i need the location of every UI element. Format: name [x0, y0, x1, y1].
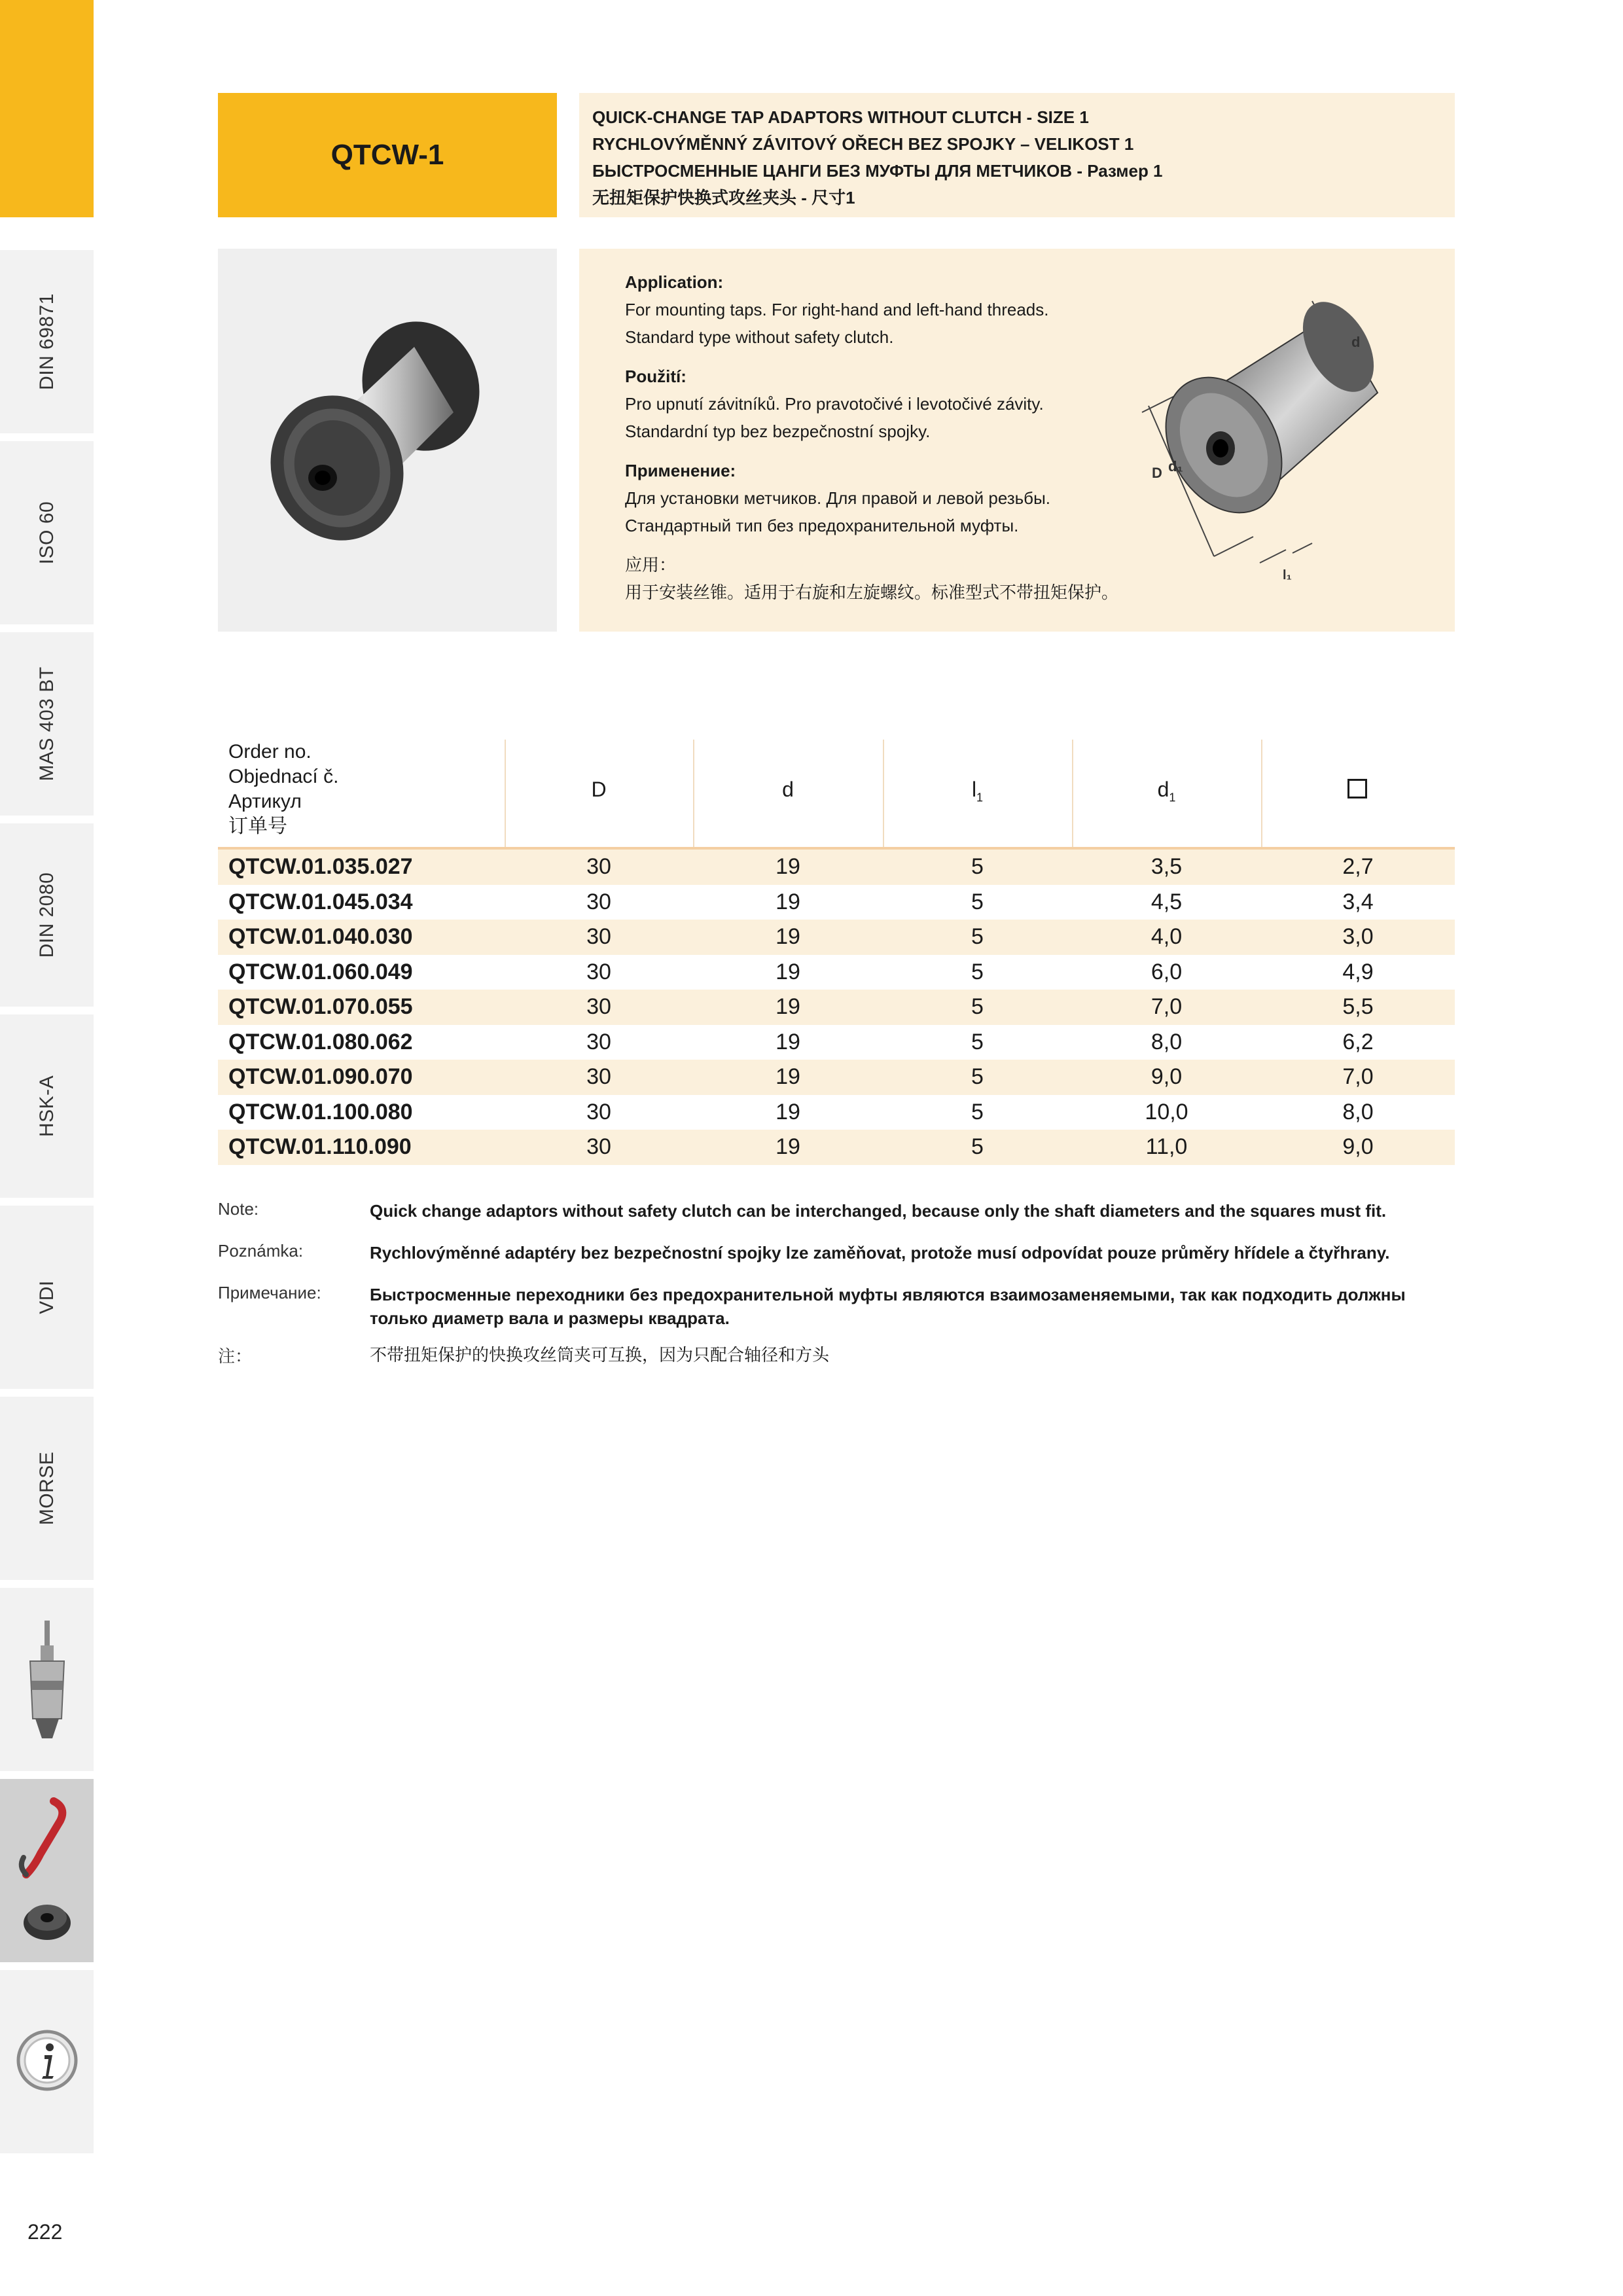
sidebar-tab-din-69871[interactable]	[0, 246, 94, 433]
cell-sq: 6,2	[1342, 1029, 1374, 1054]
wrench-icon	[14, 1795, 80, 1880]
note-label: 注：	[218, 1346, 253, 1366]
dim-label-D: D	[1152, 465, 1162, 481]
table-row	[218, 885, 1455, 920]
dim-label-d1: d₁	[1168, 458, 1183, 475]
cell-l1: 5	[971, 1029, 984, 1054]
cell-d1: 3,5	[1150, 854, 1183, 879]
product-table	[218, 740, 1455, 1165]
cell-d1: 11,0	[1145, 1134, 1188, 1159]
cell-l1: 5	[971, 1134, 984, 1159]
cell-sq: 2,7	[1342, 854, 1374, 879]
page-number: 222	[27, 2220, 63, 2244]
header-line: Артикул	[228, 791, 302, 812]
dim-label-d: d	[1351, 334, 1361, 350]
dim-label-l1: l₁	[1283, 568, 1292, 583]
order-number-cell: QTCW.01.110.090	[228, 1134, 412, 1159]
table-row	[218, 850, 1455, 885]
cell-d: 19	[776, 1099, 800, 1124]
sidebar-tab-iso-60[interactable]	[0, 437, 94, 624]
cell-d1: 4,0	[1150, 924, 1183, 949]
cell-sq: 9,0	[1342, 1134, 1374, 1159]
cell-l1: 5	[971, 959, 984, 984]
cell-D: 30	[586, 924, 611, 949]
note-text: Quick change adaptors without safety clutch can be interchanged, because only the shaft diameters and the squares must fit.	[370, 1201, 1387, 1221]
cell-d: 19	[776, 924, 800, 949]
cell-D: 30	[586, 1099, 611, 1124]
note-label: Note:	[218, 1199, 259, 1219]
cell-sq: 3,4	[1342, 889, 1374, 914]
note-text: Rychlovýměnné adaptéry bez bezpečnostní spojky lze zaměňovat, protože musí odpovídat pouze průměry hřídele a čtyřhrany.	[370, 1243, 1390, 1263]
application-line: Standard type without safety clutch.	[625, 327, 894, 347]
cell-sq: 7,0	[1342, 1064, 1374, 1089]
cell-sq: 5,5	[1342, 994, 1374, 1019]
application-heading-en: Application:	[625, 272, 724, 292]
table-row	[218, 1025, 1455, 1060]
cell-l1: 5	[971, 994, 984, 1019]
cell-d1: 10,0	[1145, 1099, 1188, 1124]
col-header-l1-main: l	[971, 778, 977, 801]
sidebar-tab-label: MAS 403 BT	[35, 666, 58, 781]
application-line: For mounting taps. For right-hand and left-hand threads.	[625, 300, 1049, 319]
order-number-cell: QTCW.01.045.034	[228, 889, 413, 914]
cell-d1: 7,0	[1150, 994, 1183, 1019]
cell-sq: 4,9	[1342, 959, 1374, 984]
table-header	[218, 740, 1455, 850]
application-line: Для установки метчиков. Для правой и левой резьбы.	[625, 488, 1050, 508]
sidebar-accent-block	[0, 0, 94, 217]
table-row	[218, 1095, 1455, 1130]
order-number-cell: QTCW.01.090.070	[228, 1064, 413, 1089]
square-icon	[1347, 779, 1367, 798]
cell-d: 19	[776, 1134, 800, 1159]
order-number-cell: QTCW.01.080.062	[228, 1029, 413, 1054]
tap-adaptor-image	[218, 249, 557, 632]
note-text: Быстросменные переходники без предохранительной муфты являются взаимозаменяемыми, так как подходить должны только диаметр вала и размеры квадрата.	[370, 1285, 1406, 1328]
col-header-l1-sub: 1	[976, 791, 984, 804]
product-code-box	[218, 93, 557, 217]
table-row	[218, 920, 1455, 955]
sidebar-tab-mas-403-bt[interactable]	[0, 628, 94, 816]
sidebar-nav	[0, 0, 94, 2173]
collet-nut-icon	[21, 1897, 73, 1943]
application-heading-cn: 应用：	[625, 555, 677, 575]
application-heading-cz: Použití:	[625, 367, 687, 386]
title-line-ru: БЫСТРОСМЕННЫЕ ЦАНГИ БЕЗ МУФТЫ ДЛЯ МЕТЧИКОВ - Размер 1	[592, 161, 1163, 181]
cell-D: 30	[586, 959, 611, 984]
sidebar-tab-drill-chuck[interactable]	[0, 1584, 94, 1771]
table-row	[218, 955, 1455, 990]
sidebar-tab-vdi[interactable]	[0, 1202, 94, 1389]
order-number-cell: QTCW.01.040.030	[228, 924, 413, 949]
cell-d: 19	[776, 994, 800, 1019]
product-photo	[218, 249, 557, 632]
order-number-cell: QTCW.01.070.055	[228, 994, 413, 1019]
order-no-header	[228, 740, 338, 839]
application-line: 用于安装丝锥。适用于右旋和左旋螺纹。标准型式不带扭矩保护。	[625, 583, 1119, 602]
cell-l1: 5	[971, 924, 984, 949]
cell-d1: 6,0	[1150, 959, 1183, 984]
col-header-l1	[883, 778, 1072, 804]
cell-l1: 5	[971, 854, 984, 879]
cell-sq: 3,0	[1342, 924, 1374, 949]
cell-d1: 8,0	[1150, 1029, 1183, 1054]
sidebar-tab-morse[interactable]	[0, 1393, 94, 1580]
sidebar-tab-label: DIN 2080	[35, 872, 58, 958]
order-number-cell: QTCW.01.035.027	[228, 854, 413, 879]
header-line: Objednací č.	[228, 766, 339, 787]
drill-chuck-icon	[21, 1621, 73, 1745]
sidebar-tab-label: MORSE	[35, 1451, 58, 1526]
application-text	[625, 268, 1122, 606]
cell-l1: 5	[971, 1099, 984, 1124]
sidebar-tab-label: ISO 60	[35, 501, 58, 565]
note-label: Примечание:	[218, 1283, 321, 1302]
note-text: 不带扭矩保护的快换攻丝筒夹可互换，因为只配合轴径和方头	[370, 1345, 830, 1365]
col-header-d: d	[782, 778, 794, 801]
order-number-cell: QTCW.01.060.049	[228, 959, 413, 984]
application-line: Pro upnutí závitníků. Pro pravotočivé i levotočivé závity.	[625, 394, 1044, 414]
table-row	[218, 990, 1455, 1025]
note-label: Poznámka:	[218, 1241, 304, 1261]
order-number-cell: QTCW.01.100.080	[228, 1099, 413, 1124]
product-code: QTCW-1	[330, 139, 444, 171]
cell-D: 30	[586, 889, 611, 914]
sidebar-tab-label: HSK-A	[35, 1075, 58, 1138]
cell-d1: 4,5	[1150, 889, 1183, 914]
application-heading-ru: Применение:	[625, 461, 736, 480]
col-header-D: D	[591, 778, 607, 801]
header-line: 订单号	[228, 816, 287, 837]
sidebar-tab-hsk-a[interactable]	[0, 1011, 94, 1198]
header-line: Order no.	[228, 741, 312, 762]
table-row	[218, 1130, 1455, 1165]
cell-d: 19	[776, 889, 800, 914]
product-title-block	[579, 93, 1455, 217]
cell-D: 30	[586, 1134, 611, 1159]
col-header-d1-main: d	[1157, 778, 1169, 801]
cell-sq: 8,0	[1342, 1099, 1374, 1124]
table-row	[218, 1060, 1455, 1095]
info-icon	[16, 2029, 79, 2092]
application-panel	[579, 249, 1455, 632]
title-line-en: QUICK-CHANGE TAP ADAPTORS WITHOUT CLUTCH - SIZE 1	[592, 107, 1089, 127]
cell-d1: 9,0	[1150, 1064, 1183, 1089]
cell-d: 19	[776, 1029, 800, 1054]
table-body	[218, 850, 1455, 1165]
cell-d: 19	[776, 959, 800, 984]
application-line: Стандартный тип без предохранительной муфты.	[625, 516, 1019, 535]
title-line-cn: 无扭矩保护快换式攻丝夹头 - 尺寸1	[592, 188, 855, 207]
cell-D: 30	[586, 994, 611, 1019]
sidebar-tab-wrench-collet[interactable]	[0, 1775, 94, 1962]
sidebar-tab-label: DIN 69871	[35, 293, 58, 390]
cell-d: 19	[776, 1064, 800, 1089]
cell-D: 30	[586, 1064, 611, 1089]
cell-l1: 5	[971, 1064, 984, 1089]
cell-D: 30	[586, 1029, 611, 1054]
col-header-d1	[1072, 778, 1261, 804]
sidebar-tab-info[interactable]	[0, 1966, 94, 2153]
cell-D: 30	[586, 854, 611, 879]
cell-l1: 5	[971, 889, 984, 914]
cell-d: 19	[776, 854, 800, 879]
application-line: Standardní typ bez bezpečnostní spojky.	[625, 422, 931, 441]
dimension-diagram	[1116, 262, 1430, 615]
sidebar-tab-label: VDI	[35, 1280, 58, 1314]
title-line-cz: RYCHLOVÝMĚNNÝ ZÁVITOVÝ OŘECH BEZ SPOJKY – VELIKOST 1	[592, 134, 1134, 154]
sidebar-tab-din-2080[interactable]	[0, 819, 94, 1007]
col-header-d1-sub: 1	[1169, 791, 1176, 804]
